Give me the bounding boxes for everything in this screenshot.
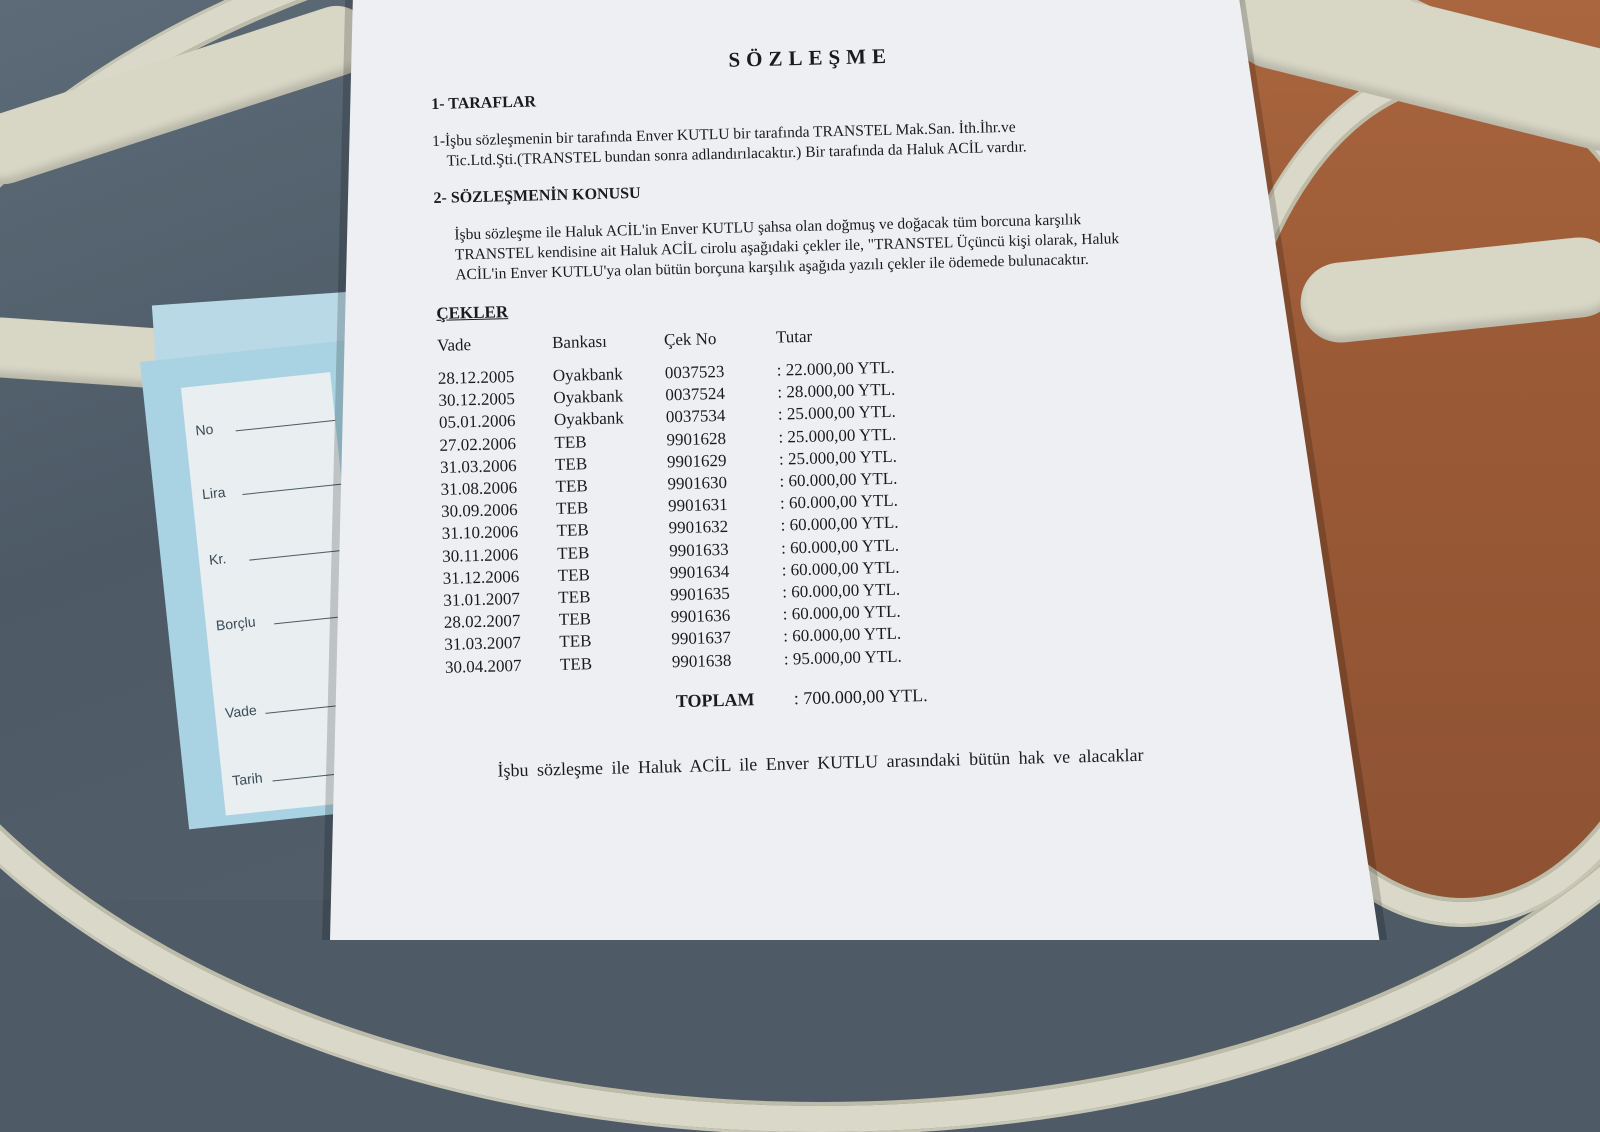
cell-vade: 30.09.2006 xyxy=(440,500,518,522)
cell-banka: Oyakbank xyxy=(553,408,625,430)
cell-vade: 05.01.2006 xyxy=(438,411,516,433)
cell-cek-no: 9901636 xyxy=(670,606,731,627)
cell-banka: TEB xyxy=(558,609,592,630)
note-field-lira xyxy=(201,484,226,502)
cell-vade: 31.12.2006 xyxy=(442,566,520,588)
cell-vade: 30.12.2005 xyxy=(438,389,516,411)
cell-tutar: : 60.000,00 YTL. xyxy=(783,624,902,646)
cell-banka: TEB xyxy=(554,454,588,474)
cell-cek-no: 9901638 xyxy=(671,650,732,671)
cell-banka: Oyakbank xyxy=(553,386,624,408)
column-header-tutar: Tutar xyxy=(775,326,813,347)
column-header-vade: Vade xyxy=(436,335,472,355)
cell-vade: 28.12.2005 xyxy=(437,367,515,388)
cell-tutar: : 25.000,00 YTL. xyxy=(777,402,896,425)
cell-tutar: : 28.000,00 YTL. xyxy=(777,379,896,402)
cell-cek-no: 9901633 xyxy=(668,539,729,560)
column-header-cek-no: Çek No xyxy=(663,329,717,350)
note-field-kr xyxy=(208,550,227,568)
cell-vade: 28.02.2007 xyxy=(443,611,521,633)
section-1-heading: 1- TARAFLAR xyxy=(431,93,537,113)
cell-cek-no: 0037524 xyxy=(665,384,726,405)
cell-vade: 27.02.2006 xyxy=(439,433,517,455)
cell-tutar: : 25.000,00 YTL. xyxy=(778,424,897,447)
note-field-label: Lira xyxy=(201,483,227,503)
cell-cek-no: 9901635 xyxy=(670,583,730,605)
note-field-tarih xyxy=(231,770,263,789)
cell-banka: TEB xyxy=(555,476,588,497)
cell-tutar: : 25.000,00 YTL. xyxy=(778,446,898,469)
cell-tutar: : 60.000,00 YTL. xyxy=(782,601,901,624)
cell-banka: TEB xyxy=(558,587,591,608)
cell-banka: TEB xyxy=(554,431,587,452)
section-2-heading: 2- SÖZLEŞMENİN KONUSU xyxy=(433,184,641,207)
checks-table xyxy=(437,322,1004,678)
cell-tutar: : 60.000,00 YTL. xyxy=(780,535,900,558)
cell-vade: 31.01.2007 xyxy=(443,589,521,610)
cell-cek-no: 0037523 xyxy=(664,361,725,383)
cell-cek-no: 9901631 xyxy=(667,495,728,516)
cell-banka: Oyakbank xyxy=(552,364,623,386)
cell-banka: TEB xyxy=(559,631,592,652)
total-row xyxy=(446,677,1266,718)
note-field-label: No xyxy=(194,420,215,439)
cell-banka: TEB xyxy=(556,542,590,563)
cell-cek-no: 9901632 xyxy=(668,517,729,538)
note-field-label: Borçlu xyxy=(215,613,257,634)
cell-vade: 31.08.2006 xyxy=(440,478,518,499)
note-field-label: Vade xyxy=(224,701,258,721)
cell-tutar: : 60.000,00 YTL. xyxy=(779,468,898,491)
note-field-label: Kr. xyxy=(208,550,227,568)
note-field-borclu xyxy=(215,613,256,633)
cell-vade: 30.11.2006 xyxy=(442,544,519,566)
cell-cek-no: 9901630 xyxy=(667,472,728,494)
cell-banka: TEB xyxy=(556,520,589,541)
section-1-text: 1-İşbu sözleşmenin bir tarafında Enver KUTLU bir tarafında TRANSTEL Mak.San. İth.İhr.ve Tic.Ltd.Şti.(TRANSTEL bundan sonra adlandırılacaktır.) Bir tarafında da Haluk ACİL vardır. xyxy=(431,118,1027,170)
cell-banka: TEB xyxy=(557,565,591,585)
checks-heading: ÇEKLER xyxy=(436,302,509,323)
cell-tutar: : 22.000,00 YTL. xyxy=(776,357,895,380)
cell-cek-no: 0037534 xyxy=(665,406,726,427)
cell-tutar: : 60.000,00 YTL. xyxy=(781,557,900,580)
cell-banka: TEB xyxy=(559,653,593,674)
cell-vade: 31.03.2007 xyxy=(444,633,522,655)
total-value: : 700.000,00 YTL. xyxy=(793,684,928,709)
document-title: SÖZLEŞME xyxy=(728,43,893,72)
cell-tutar: : 95.000,00 YTL. xyxy=(783,646,902,669)
contract-document xyxy=(430,35,1268,783)
cell-vade: 30.04.2007 xyxy=(444,655,522,677)
note-field-vade xyxy=(224,702,257,721)
cell-banka: TEB xyxy=(555,498,589,519)
cell-tutar: : 60.000,00 YTL. xyxy=(781,579,901,602)
cell-cek-no: 9901629 xyxy=(666,450,727,472)
cell-vade: 31.10.2006 xyxy=(441,522,519,544)
cell-tutar: : 60.000,00 YTL. xyxy=(779,490,899,513)
note-field-label: Tarih xyxy=(231,769,264,789)
cell-cek-no: 9901637 xyxy=(671,628,732,649)
cell-tutar: : 60.000,00 YTL. xyxy=(780,513,899,535)
note-field-no xyxy=(195,421,214,439)
cell-vade: 31.03.2006 xyxy=(439,455,517,477)
cell-cek-no: 9901628 xyxy=(666,428,727,449)
total-label: TOPLAM xyxy=(675,689,755,712)
column-header-bankasi: Bankası xyxy=(551,331,608,353)
section-2-text: İşbu sözleşme ile Haluk ACİL'in Enver KUTLU şahsa olan doğmuş ve doğacak tüm borcuna karşılık TRANSTEL kendisine ait Haluk ACİL cirolu aşağıdaki çekler ile, "TRANSTEL Üçüncü kişi olarak, Haluk ACİL'in Enver KUTLU'ya olan bütün borçuna karşılık aşağıda yazılı çekler ile ödemede bulunacaktır. xyxy=(454,211,1120,284)
closing-text: İşbu sözleşme ile Haluk ACİL ile Enver KUTLU arasındaki bütün hak ve alacaklar xyxy=(497,744,1144,781)
cell-cek-no: 9901634 xyxy=(669,561,730,583)
